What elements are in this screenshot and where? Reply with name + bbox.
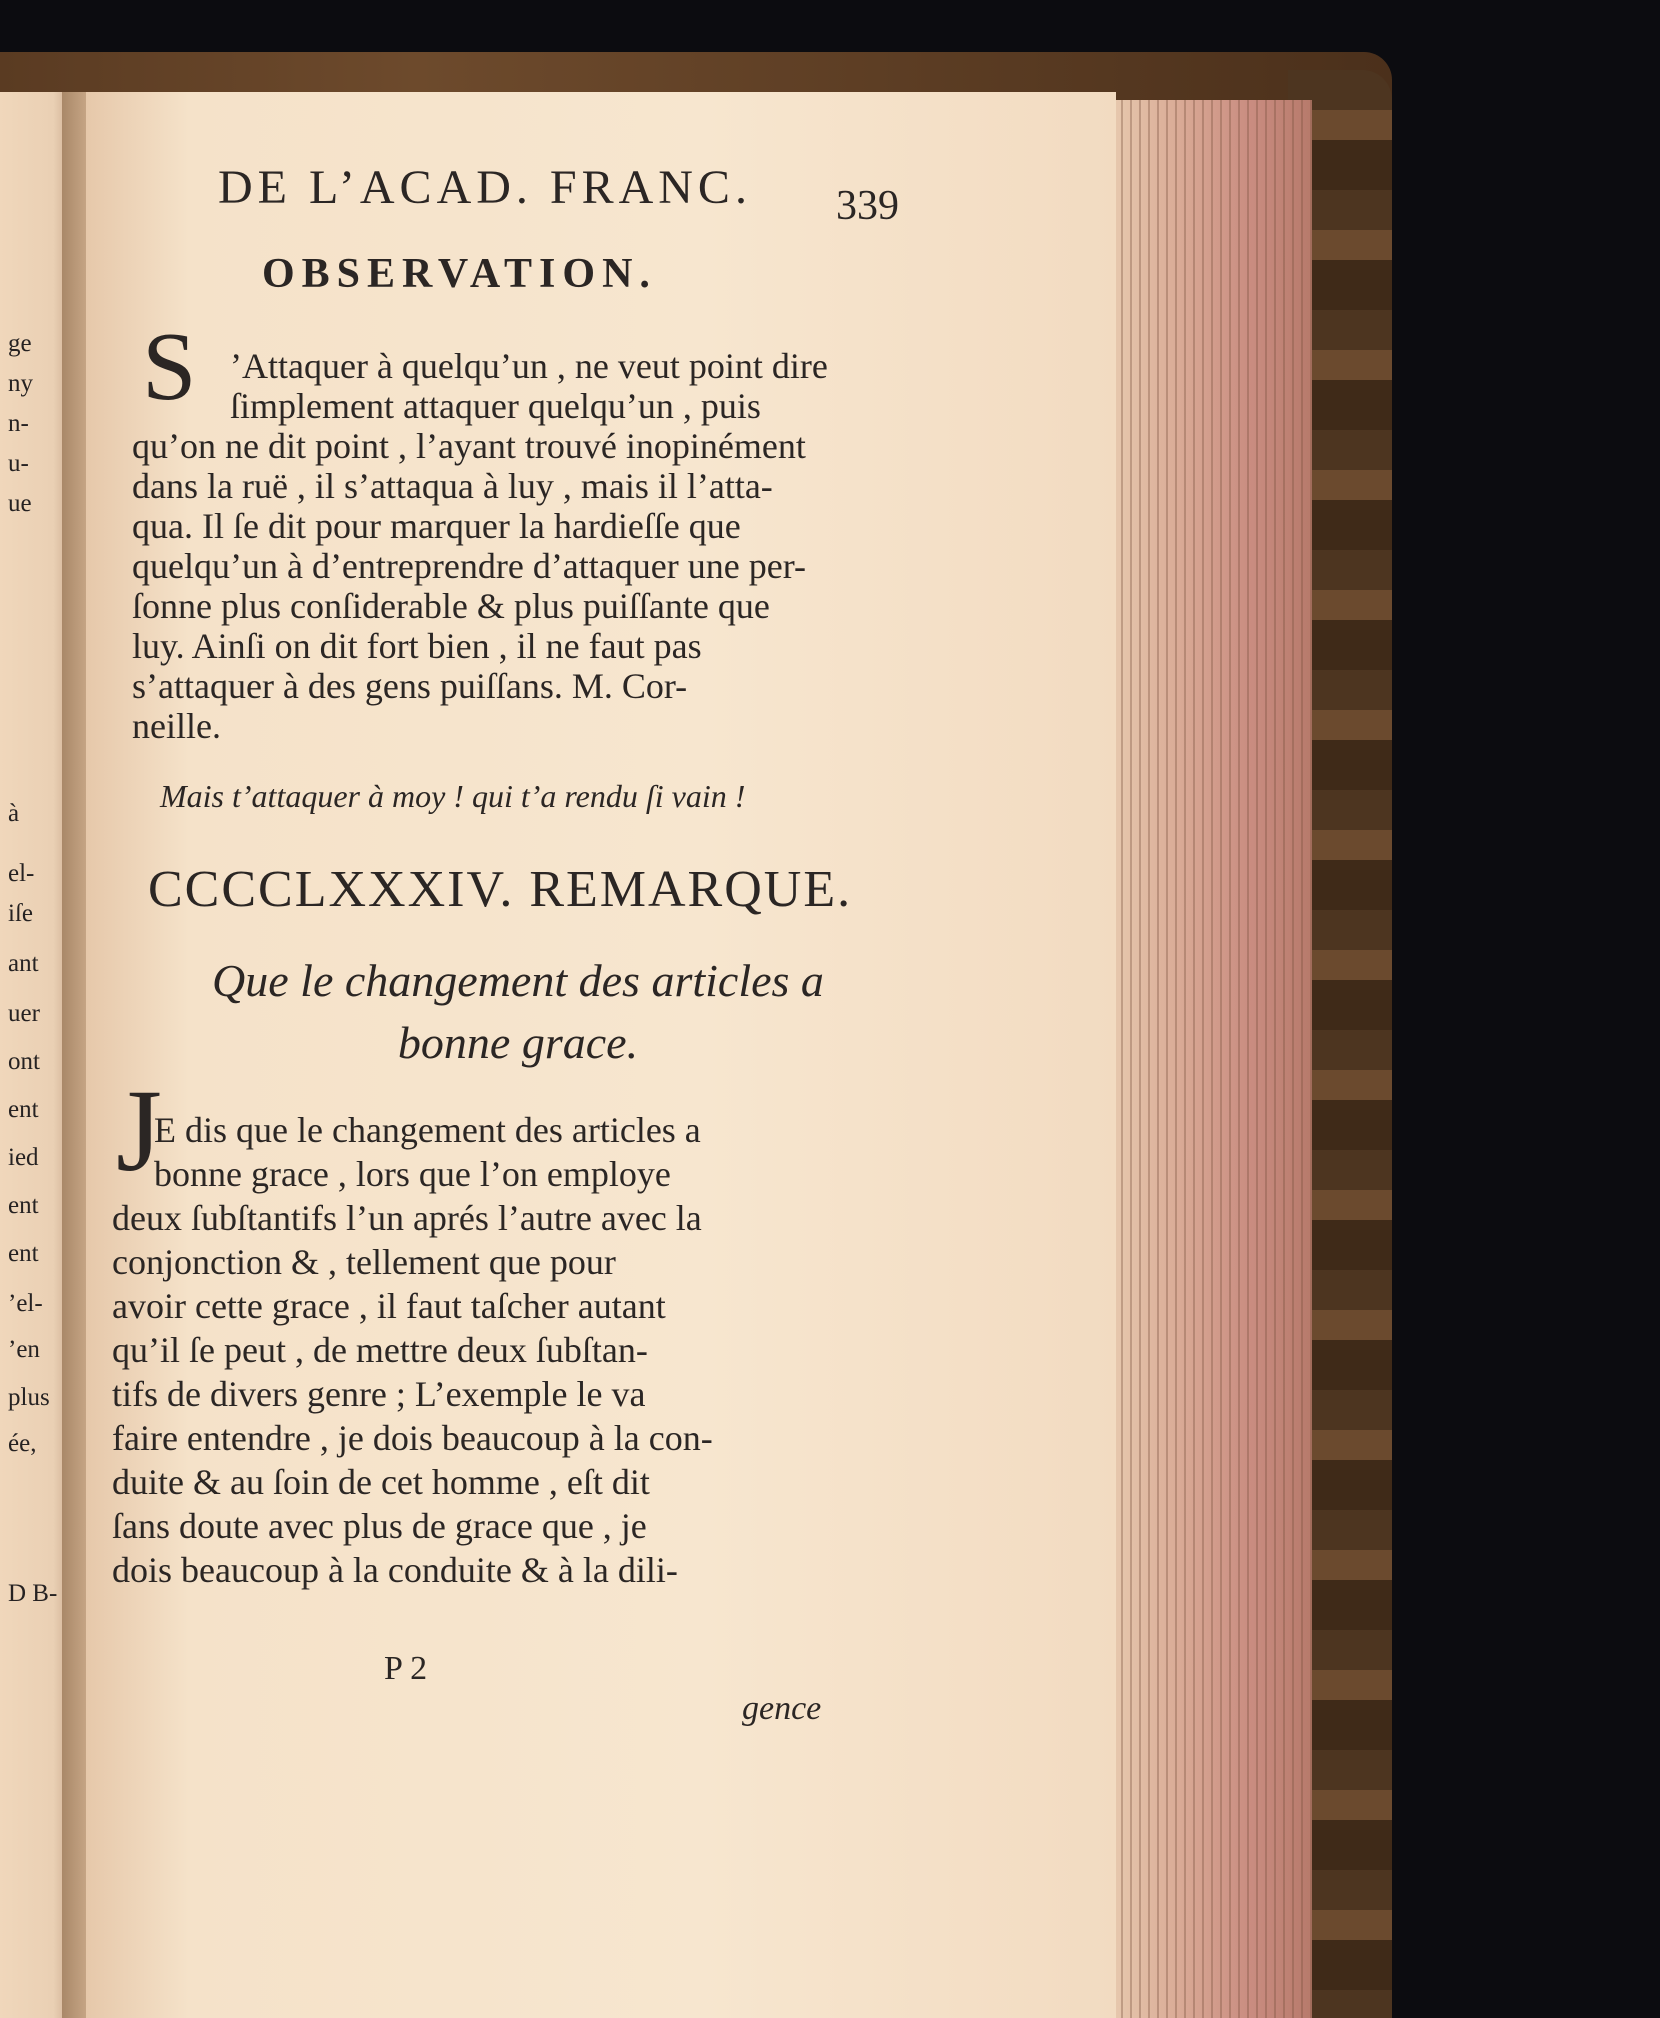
margin-fragment: uer: [8, 1000, 40, 1027]
margin-fragment: ent: [8, 1192, 39, 1219]
remark-line: avoir cette grace , il faut taſcher autant: [112, 1286, 666, 1326]
margin-fragment: ’el-: [8, 1290, 43, 1317]
quote: Mais t’attaquer à moy ! qui t’a rendu ſi vain !: [160, 778, 746, 814]
observation-line: dans la ruë , il s’attaqua à luy , mais il l’atta-: [132, 466, 773, 506]
margin-fragment: ent: [8, 1096, 39, 1123]
catchword: gence: [742, 1690, 822, 1727]
remark-heading: CCCCLXXXIV. REMARQUE.: [148, 861, 853, 918]
observation-line: ’Attaquer à quelqu’un , ne veut point dire: [230, 346, 828, 386]
remark-line: ſans doute avec plus de grace que , je: [112, 1506, 647, 1546]
page-edges: [1112, 100, 1312, 2018]
signature-mark: P 2: [384, 1650, 428, 1687]
observation-line: ſonne plus conſiderable & plus puiſſante que: [132, 586, 770, 626]
observation-line: quelqu’un à d’entreprendre d’attaquer une per-: [132, 546, 806, 586]
observation-drop-cap: S: [142, 313, 197, 421]
remark-line: deux ſubſtantifs l’un aprés l’autre avec la: [112, 1198, 702, 1238]
margin-fragment: ied: [8, 1144, 39, 1171]
margin-fragment: D B-: [8, 1580, 58, 1607]
remark-line: bonne grace , lors que l’on employe: [154, 1154, 671, 1194]
page-number: 339: [836, 183, 899, 229]
remark-subtitle: Que le changement des articles a bonne grace.: [212, 955, 824, 1068]
remark-line: dois beaucoup à la conduite & à la dili-: [112, 1550, 678, 1590]
observation-line: qua. Il ſe dit pour marquer la hardieſſe que: [132, 506, 741, 546]
margin-fragment: n-: [8, 410, 29, 437]
margin-fragment: ue: [8, 490, 32, 517]
remark-line: conjonction & , tellement que pour: [112, 1242, 616, 1282]
left-margin: [0, 0, 76, 2018]
remark-line: qu’il ſe peut , de mettre deux ſubſtan-: [112, 1330, 648, 1370]
margin-fragment: ge: [8, 330, 32, 357]
margin-fragment: ny: [8, 370, 33, 397]
margin-fragment: ée,: [8, 1430, 37, 1457]
observation-line: s’attaquer à des gens puiſſans. M. Cor-: [132, 666, 688, 706]
margin-fragment: el-: [8, 860, 35, 887]
running-head: DE L’ACAD. FRANC.: [218, 161, 752, 214]
observation-line: luy. Ainſi on dit fort bien , il ne faut pas: [132, 626, 702, 666]
margin-fragment: ’en: [8, 1336, 40, 1363]
observation-line: neille.: [132, 706, 221, 746]
observation-line: ſimplement attaquer quelqu’un , puis: [230, 386, 761, 426]
margin-fragment: ont: [8, 1048, 40, 1075]
remark-line: duite & au ſoin de cet homme , eſt dit: [112, 1462, 650, 1502]
observation-line: qu’on ne dit point , l’ayant trouvé inopinément: [132, 426, 806, 466]
margin-fragment: u-: [8, 450, 29, 477]
margin-fragment: plus: [8, 1384, 50, 1411]
remark-line: tifs de divers genre ; L’exemple le va: [112, 1374, 646, 1414]
margin-fragment: ant: [8, 950, 39, 977]
remark-line: faire entendre , je dois beaucoup à la con-: [112, 1418, 713, 1458]
margin-fragment: iſe: [8, 900, 33, 927]
margin-fragment: à: [8, 800, 20, 827]
margin-fragment: ent: [8, 1240, 39, 1267]
remark-drop-cap: J: [116, 1065, 162, 1196]
observation-title: OBSERVATION.: [262, 251, 657, 297]
remark-line: E dis que le changement des articles a: [154, 1110, 701, 1150]
